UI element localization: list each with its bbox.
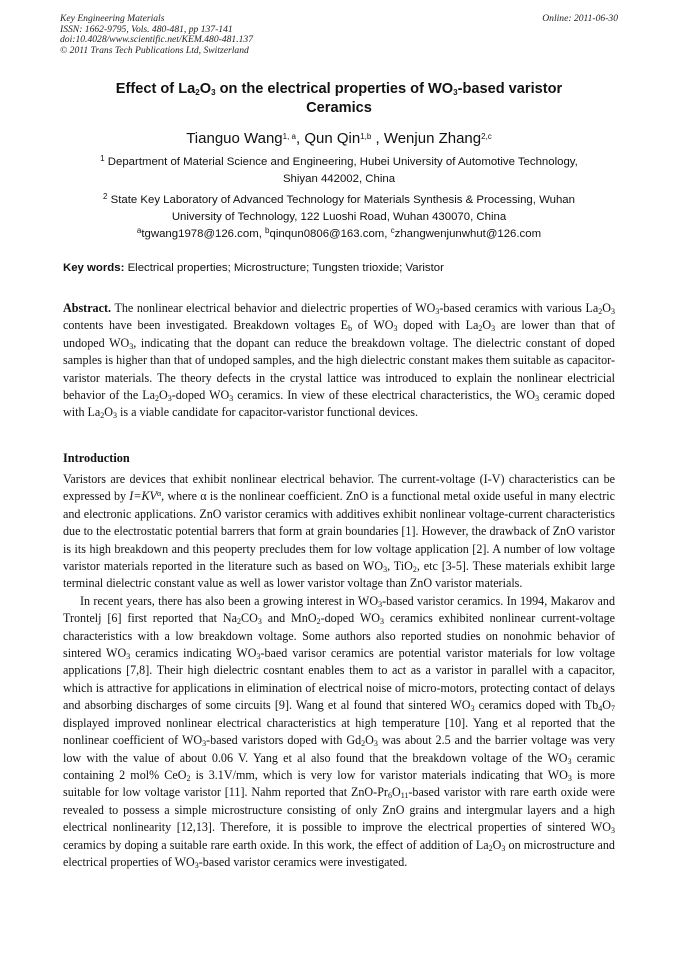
- affiliation-1: $^1$ Department of Material Science and Engineering, Hubei University of Automotive Technology, Shiyan 442002, China: [100, 154, 578, 185]
- introduction-body: [63, 471, 615, 871]
- email-link: qinqun0806@163.com,: [269, 228, 391, 240]
- intro-paragraph-2: In recent years, there has also been a growing interest in $WO_3$-based varistor ceramics. In 1994, Makarov and Trontelj [6] first reported that $Na_2CO_3$ and MnO$_2$-doped $WO_3$ ceramics exhibited nonlinear current-voltage characteristics with a low breakdown voltage. Some authors also reported studies on nonohmic behavior of sintered $WO_3$ ceramics indicating $WO_3$-baed varisor ceramics are potential varistor materials for low voltage applications [7,8]. Their high dielectric cosntant enables them to act as a varistor in parallel with a capacitor, which is attractive for applications in elimination of electrical noise of micro-motors, protecting contact of delays and absorbing discharges of some circuits [9]. Wang et al found that sintered $WO_3$ ceramics doped with $Tb_4O_7$ displayed improved nonlinear electrical characteristics at high temperature [10]. Yang et al reported that the nonlinear coefficient of $WO_3$-based varistors doped with $Gd_2O_3$ was about 2.5 and the barrier voltage was very low with the value of about 0.06 V. Yang et al also found that the breakdown voltage of the $WO_3$ ceramic containing 2 mol% CeO$_2$ is 3.1V/mm, which is very low for varistor materials indicating that $WO_3$ is more suitable for low voltage varistor [11]. Nahm reported that ZnO-$Pr_6O_{11}$-based varistor with rare earth oxide were revealed to possess a simple microstructure consisting of only ZnO grains and intergmular layers and a high electrical nonlinearity [12,13]. Therefore, it is possible to improve the electrical properties of sintered $WO_3$ ceramics by doping a suitable rare earth oxide. In this work, the effect of addition of $La_2O_3$ on microstructure and electrical properties of $WO_3$-based varistor ceramics were investigated.: [63, 593, 616, 870]
- journal-name: Key Engineering Materials: [60, 13, 165, 24]
- copyright-line: © 2011 Trans Tech Publications Ltd, Switzerland: [60, 44, 249, 56]
- paper-title: Effect of $La_2O_3$ on the electrical properties of $WO_3$-based varistor Ceramics: [115, 81, 563, 116]
- online-date: Online: 2011-06-30: [542, 13, 618, 24]
- journal-header: [60, 14, 618, 56]
- author: Tianguo Wang: [186, 130, 283, 147]
- section-heading-introduction: Introduction: [63, 451, 130, 465]
- doi-line: doi:10.4028/www.scientific.net/KEM.480-481.137: [60, 34, 254, 46]
- email-link: tgwang1978@126.com,: [141, 228, 266, 240]
- author: , Wenjun Zhang: [371, 130, 482, 147]
- abstract: Abstract. The nonlinear electrical behavior and dielectric properties of $WO_3$-based ceramics with various $La_2O_3$ contents have been investigated. Breakdown voltages $E_b$ of $WO_3$ doped with $La_2O_3$ are lower than that of undoped $WO_3$, indicating that the dopant can reduce the breakdown voltage. The dielectric constant of doped samples is higher than that of undoped samples, and the high dielectric constant makes them suitable as capacitor-varistor materials. The theory defects in the crystal lattice was introduced to explain the nonlinear electricial behavior of the $La_2O_3$-doped $WO_3$ ceramics. In view of these electrical characteristics, the $WO_3$ ceramic doped with $La_2O_3$ is a viable candidate for capacitor-varistor functional devices.: [63, 301, 615, 421]
- intro-paragraph-1: Varistors are devices that exhibit nonlinear electrical behavior. The current-voltage (I-V) characteristics can be expressed by $I=KV^\alpha$, where α is the nonlinear coefficient. ZnO is a functional metal oxide useful in many electric and electronic applications. ZnO varistor ceramics with additives exhibit nonlinear voltage-current characteristics due to the electrostatic potential barrers that form at grain boundaries [1]. However, the drawback of ZnO varistor is its high breakdown and this peoperty precludes them for low voltage application [2]. A number of low voltage varistor materials reported in the literature such as based on $WO_3$, TiO$_2$, etc [3-5]. These materials exhibit large terminal dielectric constant value as well as lower varistor voltage than ZnO varistor materials.: [63, 472, 615, 591]
- email-link: zhangwenjunwhut@126.com: [394, 228, 542, 240]
- author-emails: $^a$tgwang1978@126.com, $^b$qinqun0806@163.com, $^c$zhangwenjunwhut@126.com: [136, 226, 542, 240]
- author-list: Tianguo Wang$^{1, a}$, Qun Qin$^{1,b}$ , Wenjun Zhang$^{2,c}$: [186, 130, 492, 147]
- issn-line: ISSN: 1662-9795, Vols. 480-481, pp 137-141: [60, 23, 233, 35]
- keywords-label: Key words:: [63, 262, 125, 274]
- abstract-label: Abstract.: [63, 301, 112, 315]
- affiliation-2: $^2$ State Key Laboratory of Advanced Technology for Materials Synthesis & Processing, Wuhan University of Technology, 122 Luoshi Road, Wuhan 430070, China: [103, 192, 575, 223]
- author: , Qun Qin: [296, 130, 361, 147]
- keywords: Key words: Electrical properties; Microstructure; Tungsten trioxide; Varistor: [63, 262, 444, 274]
